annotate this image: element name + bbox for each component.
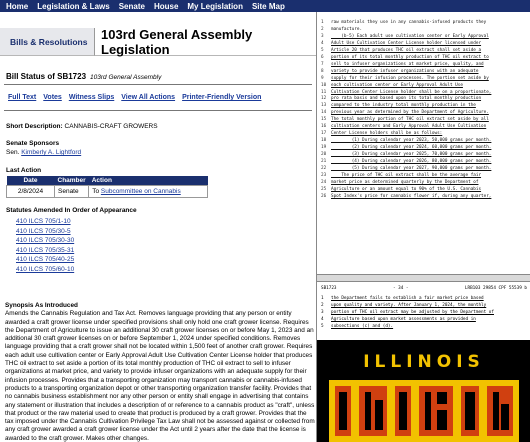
line-number: 10 (321, 82, 327, 88)
line-number: 13 (321, 103, 327, 109)
line-number: 24 (321, 179, 327, 185)
line-number: 16 (321, 124, 327, 130)
subcommittee-link[interactable]: Subcommittee on Cannabis (100, 188, 181, 195)
document-line (321, 187, 527, 194)
assembly-label: 103rd General Assembly (90, 74, 162, 81)
line-text: Spot Index's price for cannabis flower if, during any quarter, (331, 193, 492, 199)
document-line (321, 62, 527, 69)
line-text: upon quality and variety. After January 1, 2024, the monthly (331, 303, 487, 308)
line-text: manufacture. (331, 26, 363, 32)
document-line (321, 302, 527, 309)
document-line (321, 41, 527, 48)
document-line (321, 34, 527, 41)
line-text: (3) During calendar year 2025, 70,000 grams per month. (331, 152, 492, 158)
synopsis-text: Amends the Cannabis Regulation and Tax Act. Removes language providing that any person or entity awarded a craft grower license under specified provisions shall only hold one craft grower license. Requires the Department of Agriculture to issue an additional 30 craft grower licenses on or before May 1, 2023 and an additional 30 craft grower licenses on or before September 1, 2024 under specified conditions. Removes language providing that a craft grower shall not be located within 1,500 feet of another craft grower. Requires each adult use cultivation center or Early Approval Adult Use Cultivation Center License holder that produces THC oil extract to set aside a portion of its total monthly production of THC oil extract to sell to infuser organizations at market price, and variety to provide infuser organizations with an adequate supply for their infusion processes. Provides that a transporting organization may transport cannabis or cannabis-infused products to a transporting organization depot or other transporting organization transfer facility. Provides that no cannabis business establishment nor any other person or entity shall engage in advertising that contains any statement or illustration that includes a description of or reference to a cannabis product as "craft", unless that product or the raw material used to create that product is produced by a craft grower. Provides that the tax imposed under the Cannabis Cultivation Privilege Tax Law shall not be assessed against or collected from any craft grower awarded a craft grower license under the Act until 2 years after the date that the license is awarded to the craft grower. Makes other changes. (5, 310, 315, 442)
nav-legislation-laws[interactable]: Legislation & Laws (37, 1, 110, 11)
line-number: 3 (321, 33, 324, 39)
line-number: 20 (321, 152, 327, 158)
divider (4, 110, 312, 111)
page-number: - 34 - (392, 286, 409, 291)
last-action-table (6, 176, 208, 198)
line-text: (5) During calendar year 2027, 90,000 grams per month. (331, 166, 492, 172)
statute-link[interactable]: 410 ILCS 705/40-25 (16, 256, 75, 264)
line-text: supply for their infusion processes. The portion set aside by (331, 75, 489, 81)
line-text: portion of its total monthly production of THC oil extract to (331, 54, 489, 60)
statutes-list (16, 217, 74, 275)
short-description-value: CANNABIS-CRAFT GROWERS (64, 123, 158, 130)
view-all-actions-link[interactable]: View All Actions (121, 94, 176, 101)
action-chamber: Senate (55, 186, 89, 198)
line-number: 4 (321, 317, 324, 322)
last-action-heading: Last Action (6, 167, 42, 174)
statutes-heading: Statutes Amended In Order of Appearance (6, 207, 137, 214)
bill-status-label: Bill Status of SB1723 (6, 72, 87, 81)
page-bill-id: SB1723 (321, 286, 337, 291)
line-text: Adult Use Cultivation Center License holder licensed under (331, 40, 482, 46)
printer-friendly-link[interactable]: Printer-Friendly Version (182, 94, 262, 101)
divider (4, 84, 312, 85)
illinois-wordmark: ILLINOIS (363, 352, 485, 372)
page-lrb-id: LRB103 29854 CPF 55539 b (464, 286, 527, 291)
document-preview (316, 12, 530, 442)
action-prefix: To (92, 188, 100, 195)
line-number: 14 (321, 110, 327, 116)
document-page-2 (317, 282, 530, 340)
sponsor-line (6, 149, 81, 156)
nav-house[interactable]: House (153, 1, 179, 11)
document-line (321, 166, 527, 173)
line-number: 18 (321, 138, 327, 144)
document-page (317, 12, 530, 275)
line-text: each cultivation center or Early Approval Adult Use (331, 82, 463, 88)
line-number: 7 (321, 61, 324, 67)
line-text: Article 20 that produces THC oil extract shall set aside a (331, 47, 482, 53)
document-line (321, 194, 527, 201)
line-number: 6 (321, 54, 324, 60)
line-text: The price of THC oil extract shall be the average fair (331, 172, 482, 178)
line-text: Agriculture or an amount equal to 90% of the U.S. Cannabis (331, 186, 482, 192)
top-nav (0, 0, 530, 12)
witness-slips-link[interactable]: Witness Slips (68, 94, 115, 101)
statute-link[interactable]: 410 ILCS 705/30-30 (16, 237, 75, 245)
line-number: 1 (321, 296, 324, 301)
synopsis (5, 302, 315, 442)
nav-my-legislation[interactable]: My Legislation (187, 1, 243, 11)
document-line (321, 69, 527, 76)
bill-links (8, 94, 261, 101)
document-line (321, 55, 527, 62)
statute-link[interactable]: 410 ILCS 705/1-10 (16, 218, 71, 225)
line-text: (2) During calendar year 2024, 60,000 grams per month. (331, 145, 492, 151)
line-number: 25 (321, 186, 327, 192)
line-number: 21 (321, 159, 327, 165)
line-number: 4 (321, 40, 324, 46)
line-text: sell to infuser organizations at market price, quality, and (331, 61, 484, 67)
line-text: compared to the industry total monthly production in the (331, 103, 476, 109)
line-text: pro rata basis and based upon its total monthly production (331, 96, 482, 102)
line-text: portion of THC oil extract may be adjusted by the Department of (331, 310, 494, 315)
line-text: subsections (c) and (d). (331, 324, 394, 329)
col-action: Action (89, 176, 208, 186)
line-number: 12 (321, 96, 327, 102)
document-line (321, 159, 527, 166)
page-break (317, 274, 530, 282)
line-text: (1) During calendar year 2023, 50,000 grams per month. (331, 138, 492, 144)
line-number: 19 (321, 145, 327, 151)
line-text: previous year as determined by the Department of Agriculture. (331, 110, 489, 116)
bill-status-panel (0, 12, 316, 442)
page-2-lines (321, 295, 527, 330)
line-number: 26 (321, 193, 327, 199)
table-row (7, 186, 208, 198)
votes-link[interactable]: Votes (43, 94, 62, 101)
document-line (321, 316, 527, 323)
document-line (321, 20, 527, 27)
table-header-row (7, 176, 208, 186)
document-line (321, 180, 527, 187)
line-number: 3 (321, 310, 324, 315)
line-text: the Department fails to establish a fair market price based (331, 296, 484, 301)
nav-senate[interactable]: Senate (118, 1, 145, 11)
sponsor-link[interactable]: Kimberly A. Lightford (21, 149, 82, 156)
line-text: (4) During calendar year 2026, 80,000 grams per month. (331, 159, 492, 165)
line-text: Agriculture based upon market assessments as provided in (331, 317, 476, 322)
document-line (321, 48, 527, 55)
illinois-banner (317, 340, 530, 442)
action-cell (89, 186, 208, 198)
full-text-link[interactable]: Full Text (8, 94, 37, 101)
line-number: 9 (321, 75, 324, 81)
line-number: 22 (321, 166, 327, 172)
nav-site-map[interactable]: Site Map (251, 1, 285, 11)
document-line (321, 76, 527, 83)
short-description (6, 123, 158, 130)
bills-resolutions-tab[interactable]: Bills & Resolutions (0, 28, 94, 56)
col-chamber: Chamber (55, 176, 89, 186)
document-line (321, 309, 527, 316)
statute-link[interactable]: 410 ILCS 705/30-5 (16, 227, 71, 235)
page-header (321, 285, 527, 292)
bill-status-heading (6, 72, 161, 81)
line-number: 5 (321, 324, 324, 329)
sponsor-prefix: Sen. (6, 149, 20, 156)
line-text: (b-5) Each adult use cultivation center or Early Approval (331, 33, 489, 39)
statute-link[interactable]: 410 ILCS 705/60-10 (16, 265, 75, 273)
line-text: Center License holders shall be as follows: (331, 131, 443, 137)
document-line (321, 323, 527, 330)
line-number: 2 (321, 303, 324, 308)
line-number: 11 (321, 89, 327, 95)
line-text: raw materials they use in any cannabis-infused products they (331, 20, 487, 25)
line-number: 17 (321, 131, 327, 137)
col-date: Date (7, 176, 55, 186)
illinois-art-graphic (329, 380, 519, 442)
line-number: 1 (321, 20, 324, 25)
line-number: 8 (321, 68, 324, 74)
document-line (321, 173, 527, 180)
document-line (321, 27, 527, 34)
page-title: 103rd General Assembly Legislation (94, 28, 316, 56)
line-text: market price as determined quarterly by the Department of (331, 179, 479, 185)
line-number: 23 (321, 172, 327, 178)
line-text: Cultivation Center License holder shall be on a proportionate, (331, 89, 492, 95)
synopsis-heading: Synopsis As Introduced (5, 302, 78, 309)
header-bar (0, 28, 316, 56)
action-date: 2/8/2024 (7, 186, 55, 198)
line-text: cultivation centers and Early Approval Adult Use Cultivation (331, 124, 487, 130)
line-text: The total monthly portion of THC oil extract set aside by all (331, 117, 489, 123)
statute-link[interactable]: 410 ILCS 705/35-31 (16, 246, 75, 254)
senate-sponsors-heading: Senate Sponsors (6, 140, 60, 147)
document-line (321, 83, 527, 90)
line-number: 2 (321, 26, 324, 32)
line-text: variety to provide infuser organizations with an adequate (331, 68, 479, 74)
nav-home[interactable]: Home (6, 1, 29, 11)
line-number: 5 (321, 47, 324, 53)
short-description-label: Short Description: (6, 123, 63, 130)
line-number: 15 (321, 117, 327, 123)
document-line (321, 295, 527, 302)
